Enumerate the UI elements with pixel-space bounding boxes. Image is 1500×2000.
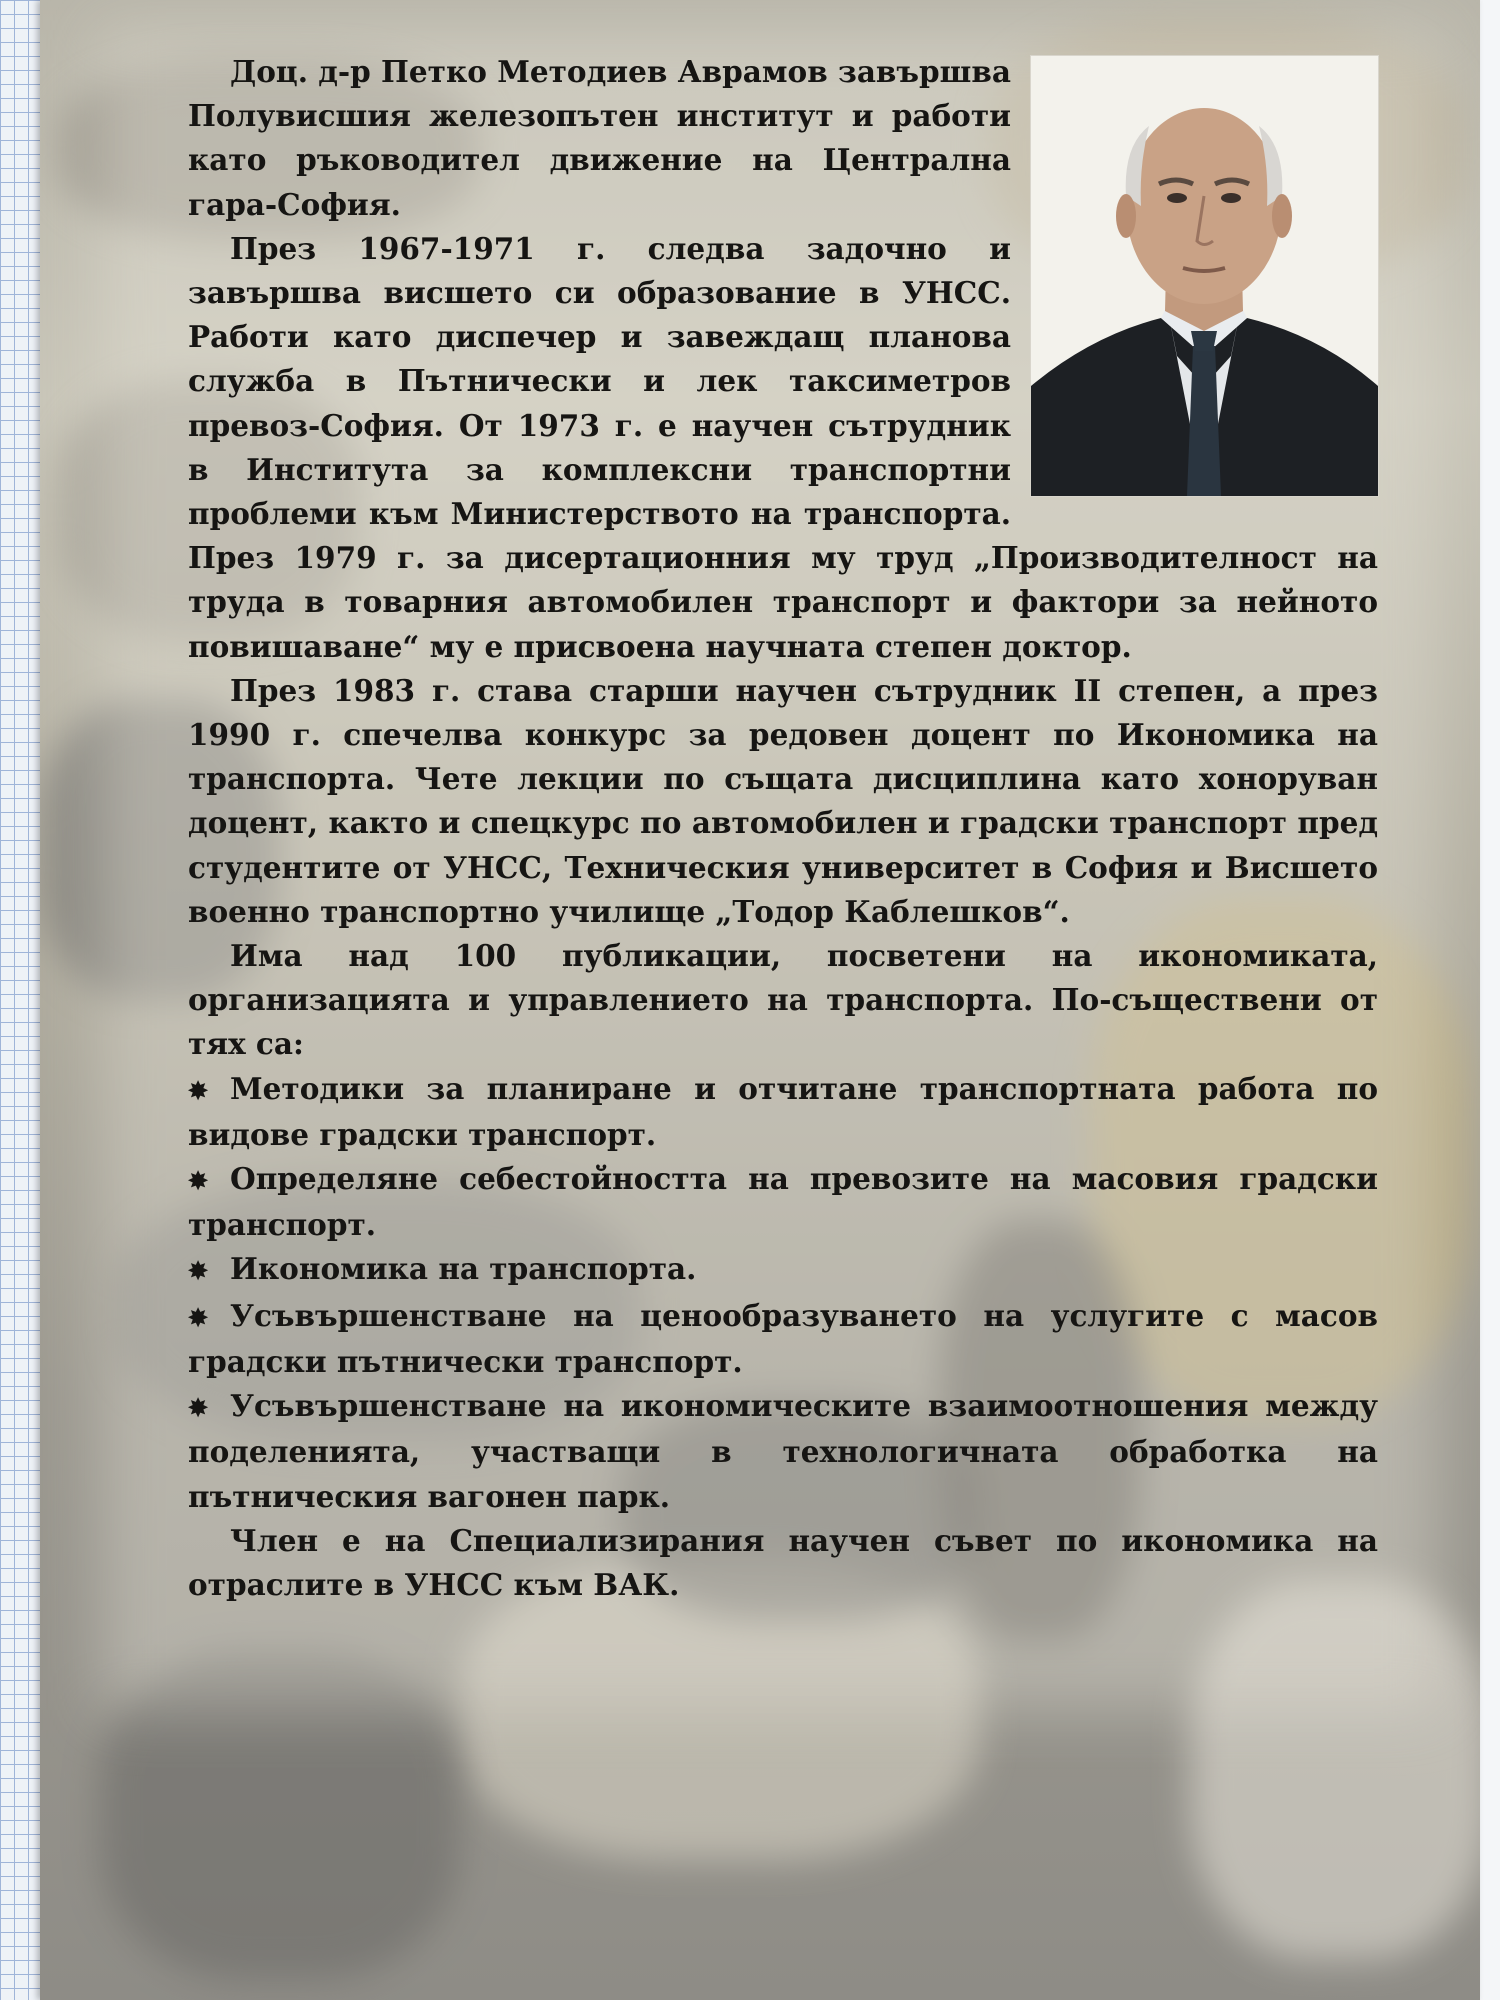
bio-intro: Доц. д-р Петко Методиев Аврамов завършва Полувисшия железопътен институт и работи като ръководител движение на Централна гара-София. (188, 54, 1012, 222)
publication-item: ✸ Икономика на транспорта. (188, 1247, 1378, 1293)
bio-publications-intro: Има над 100 публикации, посветени на икономиката, организацията и управлението на транспорта. По-съществени от тях са: (188, 938, 1378, 1062)
publication-item: ✸ Определяне себестойността на превозите на масовия градски транспорт. (188, 1161, 1378, 1243)
bullet-icon: ✸ (188, 1166, 209, 1196)
bullet-icon: ✸ (188, 1302, 209, 1332)
bio-membership: Член е на Специализирания научен съвет по икономика на отраслите в УНСС към ВАК. (188, 1522, 1378, 1602)
author-biography (188, 50, 1378, 1607)
portrait-spacer (1023, 50, 1378, 495)
bullet-icon: ✸ (188, 1256, 209, 1286)
publication-item: ✸ Усъвършенстване на икономическите взаимоотношения между поделенията, участващи в технологичната обработка на пътническия вагонен парк. (188, 1388, 1378, 1514)
bullet-icon: ✸ (188, 1393, 209, 1423)
bio-career: През 1983 г. става старши научен сътрудник II степен, а през 1990 г. спечелва конкурс за редовен доцент по Икономика на транспорта. Чете лекции по същата дисциплина като хоноруван доцент, както и спецкурс по автомобилен и градски транспорт пред студентите от УНСС, Техническия университет в София и Висшето военно транспортно училище „Тодор Каблешков“. (188, 672, 1378, 929)
bullet-icon: ✸ (188, 1075, 209, 1105)
publication-item: ✸ Усъвършенстване на ценообразуването на услугите с масов градски пътнически транспорт. (188, 1297, 1378, 1379)
publication-item: ✸ Методики за планиране и отчитане транспортната работа по видове градски транспорт. (188, 1070, 1378, 1152)
bio-education-text: През 1967-1971 г. следва задочно и завършва висшето си образование в УНСС. Работи като диспечер и завеждащ планова служба в Пътнически и лек таксиметров превоз-София. От 1973 г. е научен сътрудник в Института за комплексни транспортни проблеми към Министерството на транспорта. През 1979 г. за дисертационния му труд „Производителност на труда в товарния автомобилен транспорт и фактори за нейното повишаване“ му е присвоена научната степен доктор. (188, 230, 1378, 664)
